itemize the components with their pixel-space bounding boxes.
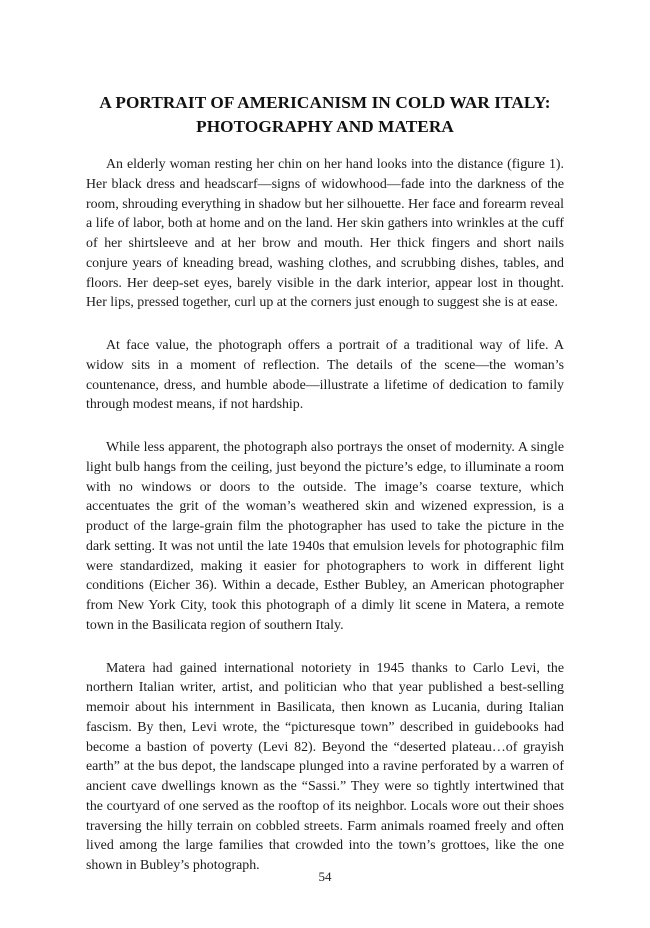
page-number: 54: [318, 869, 332, 884]
paragraph-3: While less apparent, the photograph also portrays the onset of modernity. A single light bulb hangs from the ceiling, just beyond the picture’s edge, to illuminate a room with no windows or doors to the outside. The image’s coarse texture, which accentuates the grit of the woman’s weathered skin and wizened expression, is a product of the large-grain film the photographer has used to take the picture in the dark setting. It was not until the late 1940s that emulsion levels for photographic film were standardized, making it easier for photographers to work in different light conditions (Eicher 36). Within a decade, Esther Bubley, an American photographer from New York City, took this photograph of a dimly lit scene in Matera, a remote town in the Basilicata region of southern Italy.: [86, 440, 564, 633]
paragraph-4: Matera had gained international notoriety in 1945 thanks to Carlo Levi, the northern Italian writer, artist, and politician who that year published a best-selling memoir about his internment in Basilicata, then known as Lucania, during Italian fascism. By then, Levi wrote, the “picturesque town” described in guidebooks had become a bastion of poverty (Levi 82). Beyond the “deserted plateau…of grayish earth” at the bus depot, the landscape plunged into a ravine perforated by a warren of ancient cave dwellings known as the “Sassi.” They were so tightly intertwined that the courtyard of one served as the rooftop of its neighbor. Locals wore out their shoes traversing the hilly terrain on cobbled streets. Farm animals roamed freely and often lived among the large families that crowded into the town’s grottoes, like the one shown in Bubley’s photograph.: [86, 660, 564, 873]
paragraph-1: An elderly woman resting her chin on her hand looks into the distance (figure 1). Her black dress and headscarf—signs of widowhood—fade into the darkness of the room, shrouding everything in shadow but her silhouette. Her face and forearm reveal a life of labor, both at home and on the land. Her skin gathers into wrinkles at the cuff of her shirtsleeve and at her brow and mouth. Her thick fingers and short nails conjure years of kneading bread, washing clothes, and scrubbing dishes, tables, and floors. Her deep-set eyes, barely visible in the dark interior, appear lost in thought. Her lips, pressed together, curl up at the corners just enough to suggest she is at ease.: [86, 157, 564, 311]
chapter-title-line-2: PHOTOGRAPHY AND MATERA: [196, 117, 454, 136]
body-text: [86, 155, 564, 899]
chapter-title: [86, 91, 564, 139]
paragraph-2: At face value, the photograph offers a portrait of a traditional way of life. A widow sits in a moment of reflection. The details of the scene—the woman’s countenance, dress, and humble abode—illustrate a lifetime of dedication to family through modest means, if not hardship.: [86, 338, 564, 413]
chapter-title-line-1: A PORTRAIT OF AMERICANISM IN COLD WAR ITALY:: [99, 93, 551, 112]
book-page: [86, 0, 564, 928]
